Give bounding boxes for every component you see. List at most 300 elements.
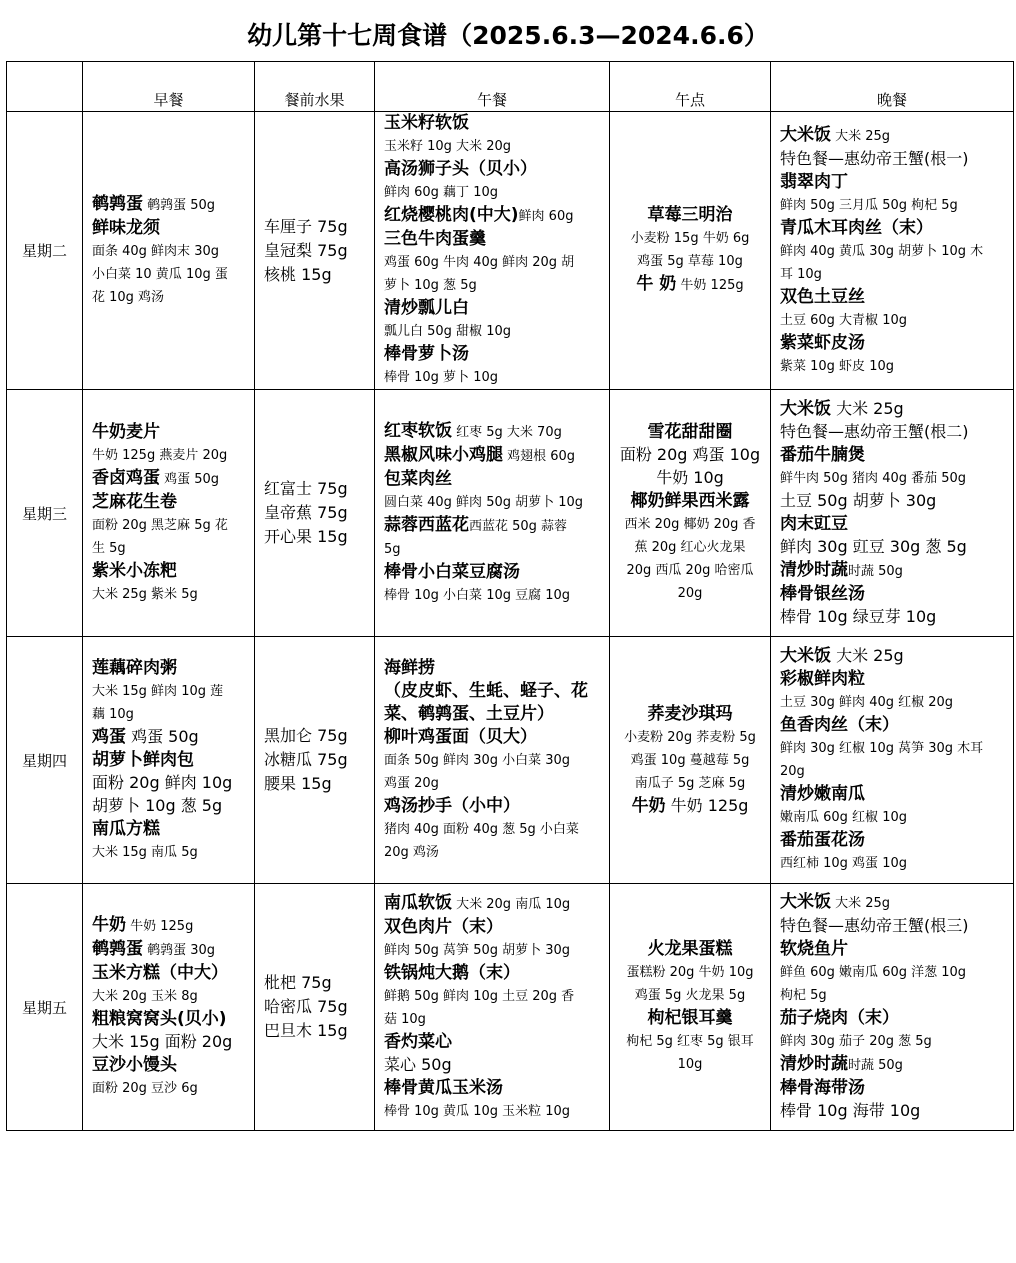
menu-line (780, 984, 1004, 1007)
ingredient-text: 小麦粉 20g 荞麦粉 5g (624, 729, 756, 745)
menu-line (384, 444, 600, 468)
ingredient-text: 鸡蛋 5g 火龙果 5g (634, 988, 746, 1003)
dish-name: 茄子烧肉（末） (780, 1008, 899, 1028)
lunch-cell (375, 884, 610, 1131)
menu-line (384, 726, 600, 749)
menu-line (780, 737, 1004, 760)
ingredient-text: 哈密瓜 75g (264, 997, 348, 1016)
menu-line (384, 491, 600, 514)
menu-line (384, 561, 600, 584)
menu-line (384, 1008, 600, 1031)
day-label: 星期三 (7, 390, 83, 637)
menu-line (384, 584, 600, 607)
ingredient-text: 土豆 30g 鲜肉 40g 红椒 20g (780, 695, 954, 710)
menu-line (92, 818, 245, 841)
ingredient-text: 20g 西瓜 20g 哈密瓜 (626, 563, 754, 578)
menu-line (780, 194, 1004, 217)
menu-line (264, 724, 365, 748)
ingredient-text: 时蔬 50g (848, 563, 903, 579)
ingredient-text: 核桃 15g (264, 264, 332, 284)
dish-name: 蒜蓉西蓝花 (384, 514, 469, 535)
ingredient-text: 巴旦木 15g (264, 1021, 348, 1040)
weekly-menu-table (6, 61, 1014, 1131)
menu-line (92, 491, 245, 514)
dish-name: 牛奶 (92, 915, 126, 935)
ingredient-text: 南瓜子 5g 芝麻 5g (634, 775, 746, 791)
menu-line (619, 250, 761, 273)
menu-line (619, 227, 761, 250)
menu-line (384, 158, 600, 181)
dinner-cell (771, 112, 1014, 390)
ingredient-text: 大米 20g 南瓜 10g (452, 896, 571, 912)
ingredient-text: 牛奶 125g (126, 919, 194, 934)
menu-line (780, 171, 1004, 194)
menu-line (384, 1054, 600, 1077)
dish-name: 玉米籽软饭 (384, 113, 469, 133)
menu-line (619, 984, 761, 1007)
ingredient-text: 鲜肉 30g 豇豆 30g 葱 5g (780, 536, 967, 556)
menu-line (780, 513, 1004, 536)
menu-line (384, 841, 600, 864)
ingredient-text: 鸡蛋 20g (384, 775, 439, 791)
menu-line (619, 1030, 761, 1053)
menu-line (384, 112, 600, 135)
ingredient-text: 面粉 20g 鲜肉 10g (92, 772, 233, 792)
menu-line (384, 366, 600, 389)
dish-name: 粗粮窝窝头(贝小) (92, 1009, 227, 1029)
menu-line (619, 273, 761, 297)
menu-line (384, 985, 600, 1008)
ingredient-text: 耳 10g (780, 266, 822, 282)
ingredient-text: 大米 25g (831, 646, 904, 665)
menu-line (619, 467, 761, 490)
menu-line (780, 332, 1004, 355)
ingredient-text: 面条 40g 鲜肉末 30g (92, 243, 219, 259)
dish-name: 草莓三明治 (647, 205, 733, 225)
menu-line (384, 181, 600, 204)
menu-line (92, 583, 245, 606)
menu-line (92, 680, 245, 703)
ingredient-text: 10g (677, 1057, 703, 1072)
dish-name: 包菜肉丝 (384, 468, 452, 489)
dish-name: 南瓜软饭 (384, 892, 452, 913)
ingredient-text: 鲜肉 50g 莴笋 50g 胡萝卜 30g (384, 942, 571, 958)
ingredient-text: 花 10g 鸡汤 (92, 289, 165, 305)
ingredient-text: 鲜肉 60g 藕丁 10g (384, 185, 498, 200)
menu-line (92, 841, 245, 864)
dish-name: 棒骨银丝汤 (780, 583, 865, 604)
menu-line (92, 1008, 245, 1031)
dish-name: 牛 奶 (636, 274, 677, 294)
dish-name: 黑椒风味小鸡腿 (384, 444, 503, 465)
ingredient-text: 牛奶 125g 燕麦片 20g (92, 447, 228, 463)
menu-line (264, 1019, 365, 1043)
dish-name: 清炒时蔬 (780, 559, 848, 580)
dish-name: 鱼香肉丝（末） (780, 715, 899, 735)
ingredient-text: 棒骨 10g 黄瓜 10g 玉米粒 10g (384, 1103, 571, 1119)
menu-line (619, 204, 761, 227)
ingredient-text: 大米 15g 面粉 20g (92, 1032, 233, 1051)
ingredient-text: 黑加仑 75g (264, 726, 348, 745)
menu-line (780, 806, 1004, 829)
menu-line (384, 1077, 600, 1100)
menu-line (780, 668, 1004, 691)
ingredient-text: 玉米籽 10g 大米 20g (384, 139, 511, 154)
dish-name: 火龙果蛋糕 (647, 939, 733, 959)
menu-line (92, 985, 245, 1008)
menu-line (384, 772, 600, 795)
ingredient-text: 瓢儿白 50g 甜椒 10g (384, 324, 511, 339)
menu-line (384, 468, 600, 491)
menu-line (780, 852, 1004, 875)
menu-line (92, 726, 245, 749)
ingredient-text: 鲜肉 30g 茄子 20g 葱 5g (780, 1034, 932, 1049)
menu-line (92, 421, 245, 444)
snack-cell (610, 390, 771, 637)
dish-name: 南瓜方糕 (92, 818, 160, 839)
ingredient-text: 鲜肉 30g 红椒 10g 莴笋 30g 木耳 (780, 741, 984, 756)
ingredient-text: 20g 鸡汤 (384, 844, 439, 860)
header-lunch: 午餐 (375, 62, 610, 112)
ingredient-text: 棒骨 10g 小白菜 10g 豆腐 10g (384, 587, 571, 603)
dish-name: 大米饭 (780, 398, 831, 419)
ingredient-text: 小白菜 10 黄瓜 10g 蛋 (92, 266, 228, 282)
menu-line (264, 971, 365, 995)
menu-line (780, 691, 1004, 714)
menu-line (384, 1100, 600, 1123)
menu-row (7, 112, 1014, 390)
ingredient-text: 棒骨 10g 萝卜 10g (384, 370, 498, 385)
menu-line (619, 938, 761, 961)
menu-line (384, 135, 600, 158)
dish-name: 铁锅炖大鹅（末） (384, 962, 520, 983)
dish-name: 枸杞银耳羹 (647, 1008, 733, 1028)
dish-name: 番茄蛋花汤 (780, 830, 865, 850)
menu-line (619, 582, 761, 605)
ingredient-text: 鹌鹑蛋 50g (143, 197, 216, 213)
menu-line (384, 916, 600, 939)
menu-line (780, 398, 1004, 421)
ingredient-text: 西红柿 10g 鸡蛋 10g (780, 856, 907, 871)
ingredient-text: 特色餐—惠幼帝王蟹(根三) (780, 916, 969, 935)
dish-name: 荞麦沙琪玛 (647, 703, 733, 724)
dish-name: 番茄牛腩煲 (780, 444, 865, 465)
menu-line (780, 1030, 1004, 1053)
ingredient-text: 5g (384, 541, 401, 557)
ingredient-text: 时蔬 50g (848, 1058, 903, 1073)
ingredient-text: 蕉 20g 红心火龙果 (634, 540, 746, 555)
dish-name: 高汤狮子头（贝小） (384, 159, 537, 179)
menu-line (780, 645, 1004, 668)
day-label: 星期二 (7, 112, 83, 390)
ingredient-text: 大米 25g 紫米 5g (92, 586, 198, 602)
ingredient-text: 面粉 20g 豆沙 6g (92, 1081, 198, 1096)
menu-line (780, 1077, 1004, 1100)
dish-name: 玉米方糕（中大） (92, 963, 228, 983)
ingredient-text: 特色餐—惠幼帝王蟹(根二) (780, 421, 969, 441)
menu-line (92, 467, 245, 491)
lunch-cell (375, 390, 610, 637)
header-snack: 午点 (610, 62, 771, 112)
menu-line (780, 1007, 1004, 1030)
ingredient-text: 圆白菜 40g 鲜肉 50g 胡萝卜 10g (384, 494, 584, 510)
menu-line (780, 938, 1004, 961)
ingredient-text: 大米 15g 南瓜 5g (92, 844, 198, 860)
menu-line (384, 514, 600, 538)
dish-name: 软烧鱼片 (780, 939, 848, 959)
ingredient-text: 特色餐—惠幼帝王蟹(根一) (780, 148, 969, 168)
menu-line (92, 537, 245, 560)
menu-line (780, 714, 1004, 737)
menu-line (384, 795, 600, 818)
menu-line (384, 320, 600, 343)
ingredient-text: 鹌鹑蛋 30g (143, 943, 216, 958)
menu-line (384, 892, 600, 916)
dish-name: 牛奶 (631, 795, 666, 816)
ingredient-text: 牛奶 10g (656, 468, 724, 487)
dish-name: 椰奶鲜果西米露 (630, 491, 750, 511)
menu-line (780, 467, 1004, 490)
fruit-cell (255, 112, 375, 390)
ingredient-text: 鸡蛋 10g 蔓越莓 5g (630, 752, 750, 768)
ingredient-text: 嫩南瓜 60g 红椒 10g (780, 810, 907, 825)
menu-line (619, 513, 761, 536)
dish-name: 红枣软饭 (384, 420, 452, 441)
menu-line (92, 240, 245, 263)
menu-line (264, 772, 365, 796)
menu-row (7, 390, 1014, 637)
ingredient-text: 生 5g (92, 540, 126, 556)
ingredient-text: 胡萝卜 10g 葱 5g (92, 795, 223, 815)
menu-line (780, 444, 1004, 467)
dish-name: 柳叶鸡蛋面（贝大） (384, 726, 537, 747)
ingredient-text: 鲜鱼 60g 嫩南瓜 60g 洋葱 10g (780, 965, 967, 980)
menu-line (780, 355, 1004, 378)
ingredient-text: 小麦粉 15g 牛奶 6g (630, 231, 750, 246)
breakfast-cell (83, 390, 255, 637)
menu-line (264, 525, 365, 549)
dish-name: 肉末豇豆 (780, 513, 848, 534)
menu-line (92, 657, 245, 680)
menu-line (92, 193, 245, 217)
menu-line (619, 703, 761, 726)
dish-name: 鲜味龙须 (92, 217, 160, 238)
menu-line (92, 772, 245, 795)
menu-line (619, 559, 761, 582)
ingredient-text: 菇 10g (384, 1011, 426, 1027)
menu-line (619, 536, 761, 559)
ingredient-text: 鲜牛肉 50g 猪肉 40g 番茄 50g (780, 470, 967, 486)
dish-name: 棒骨海带汤 (780, 1078, 865, 1098)
menu-line (264, 239, 365, 263)
menu-line (264, 748, 365, 772)
menu-line (384, 939, 600, 962)
menu-line (619, 444, 761, 467)
ingredient-text: 鸡蛋 50g (126, 726, 199, 746)
ingredient-text: 车厘子 75g (264, 216, 348, 236)
menu-line (780, 915, 1004, 938)
breakfast-cell (83, 112, 255, 390)
ingredient-text: 牛奶 125g (676, 278, 744, 293)
menu-line (780, 421, 1004, 444)
menu-line (780, 760, 1004, 783)
dish-name: 清炒瓢儿白 (384, 298, 469, 318)
ingredient-text: 枸杞 5g (780, 988, 827, 1003)
menu-line (92, 514, 245, 537)
dish-name: 紫菜虾皮汤 (780, 332, 865, 353)
dish-name: 雪花甜甜圈 (647, 422, 733, 442)
menu-line (92, 560, 245, 583)
menu-line (92, 1031, 245, 1054)
dish-name: 胡萝卜鲜肉包 (92, 749, 194, 770)
menu-line (92, 217, 245, 240)
menu-line (780, 240, 1004, 263)
ingredient-text: 萝卜 10g 葱 5g (384, 278, 477, 293)
menu-line (92, 286, 245, 309)
menu-line (619, 421, 761, 444)
menu-line (780, 217, 1004, 240)
breakfast-cell (83, 884, 255, 1131)
dish-name: 清炒嫩南瓜 (780, 784, 865, 804)
menu-line (92, 749, 245, 772)
ingredient-text: 鲜肉 60g (518, 209, 574, 224)
dish-name: 鸡汤抄手（小中） (384, 795, 520, 816)
menu-line (619, 1007, 761, 1030)
dish-name: 菜、鹌鹑蛋、土豆片） (384, 703, 554, 724)
menu-line (780, 536, 1004, 559)
ingredient-text: 皇帝蕉 75g (264, 503, 348, 522)
menu-row (7, 637, 1014, 884)
ingredient-text: 开心果 15g (264, 527, 348, 546)
menu-line (264, 215, 365, 239)
dish-name: 鹌鹑蛋 (92, 939, 143, 959)
menu-line (619, 961, 761, 984)
menu-line (780, 559, 1004, 583)
dish-name: 双色肉片（末） (384, 916, 503, 937)
dinner-cell (771, 884, 1014, 1131)
lunch-cell (375, 112, 610, 390)
dish-name: 香卤鸡蛋 (92, 467, 160, 488)
menu-line (384, 228, 600, 251)
dish-name: 翡翠肉丁 (780, 171, 848, 192)
ingredient-text: 冰糖瓜 75g (264, 750, 348, 769)
dish-name: （皮皮虾、生蚝、蛏子、花 (384, 680, 588, 701)
menu-line (384, 962, 600, 985)
menu-line (780, 1053, 1004, 1077)
dish-name: 清炒时蔬 (780, 1054, 848, 1074)
dish-name: 大米饭 (780, 124, 831, 145)
menu-line (264, 477, 365, 501)
menu-line (384, 657, 600, 680)
dish-name: 芝麻花生卷 (92, 491, 177, 512)
snack-cell (610, 112, 771, 390)
menu-line (92, 962, 245, 985)
ingredient-text: 藕 10g (92, 706, 134, 722)
ingredient-text: 棒骨 10g 绿豆芽 10g (780, 606, 937, 626)
ingredient-text: 20g (677, 586, 703, 601)
ingredient-text: 鸡蛋 50g (160, 471, 220, 487)
ingredient-text: 大米 20g 玉米 8g (92, 989, 198, 1004)
menu-line (780, 961, 1004, 984)
menu-line (780, 606, 1004, 629)
ingredient-text: 大米 15g 鲜肉 10g 莲 (92, 683, 224, 699)
dish-name: 棒骨黄瓜玉米汤 (384, 1077, 503, 1098)
fruit-cell (255, 637, 375, 884)
day-label: 星期四 (7, 637, 83, 884)
header-fruit: 餐前水果 (255, 62, 375, 112)
menu-line (384, 420, 600, 444)
menu-line (780, 309, 1004, 332)
menu-line (780, 1100, 1004, 1123)
ingredient-text: 菜心 50g (384, 1054, 452, 1074)
fruit-cell (255, 884, 375, 1131)
dish-name: 棒骨萝卜汤 (384, 344, 469, 364)
ingredient-text: 面粉 20g 黑芝麻 5g 花 (92, 517, 228, 533)
menu-line (780, 490, 1004, 513)
menu-line (92, 938, 245, 962)
ingredient-text: 棒骨 10g 海带 10g (780, 1101, 921, 1120)
ingredient-text: 红富士 75g (264, 479, 348, 498)
menu-line (619, 795, 761, 818)
ingredient-text: 紫菜 10g 虾皮 10g (780, 358, 894, 374)
ingredient-text: 土豆 60g 大青椒 10g (780, 312, 907, 328)
menu-line (780, 286, 1004, 309)
dish-name: 三色牛肉蛋羹 (384, 229, 486, 249)
menu-line (264, 263, 365, 287)
menu-line (92, 1054, 245, 1077)
ingredient-text: 大米 25g (831, 398, 904, 418)
menu-line (92, 263, 245, 286)
ingredient-text: 牛奶 125g (665, 795, 749, 815)
header-breakfast: 早餐 (83, 62, 255, 112)
menu-row (7, 884, 1014, 1131)
menu-line (619, 772, 761, 795)
dish-name: 红烧樱桃肉(中大) (384, 205, 519, 225)
ingredient-text: 西蓝花 50g 蒜蓉 (469, 518, 568, 534)
dish-name: 大米饭 (780, 646, 831, 666)
ingredient-text: 20g (780, 764, 805, 779)
ingredient-text: 大米 25g (831, 128, 891, 144)
ingredient-text: 土豆 50g 胡萝卜 30g (780, 490, 937, 510)
menu-line (384, 749, 600, 772)
header-dinner: 晚餐 (771, 62, 1014, 112)
menu-line (92, 703, 245, 726)
menu-line (619, 749, 761, 772)
menu-line (384, 1031, 600, 1054)
menu-line (780, 124, 1004, 148)
dish-name: 棒骨小白菜豆腐汤 (384, 561, 520, 582)
menu-line (780, 263, 1004, 286)
breakfast-cell (83, 637, 255, 884)
menu-line (619, 1053, 761, 1076)
ingredient-text: 红枣 5g 大米 70g (452, 424, 562, 440)
dish-name: 彩椒鲜肉粒 (780, 669, 865, 689)
dish-name: 莲藕碎肉粥 (92, 657, 177, 678)
dinner-cell (771, 637, 1014, 884)
menu-line (384, 818, 600, 841)
ingredient-text: 鸡翅根 60g (503, 448, 576, 464)
menu-line (92, 795, 245, 818)
ingredient-text: 皇冠梨 75g (264, 240, 348, 260)
menu-line (384, 680, 600, 703)
menu-line (780, 583, 1004, 606)
dish-name: 大米饭 (780, 892, 831, 912)
ingredient-text: 枸杞 5g 红枣 5g 银耳 (626, 1034, 754, 1049)
menu-line (92, 444, 245, 467)
menu-line (384, 274, 600, 297)
snack-cell (610, 637, 771, 884)
dish-name: 紫米小冻粑 (92, 560, 177, 581)
